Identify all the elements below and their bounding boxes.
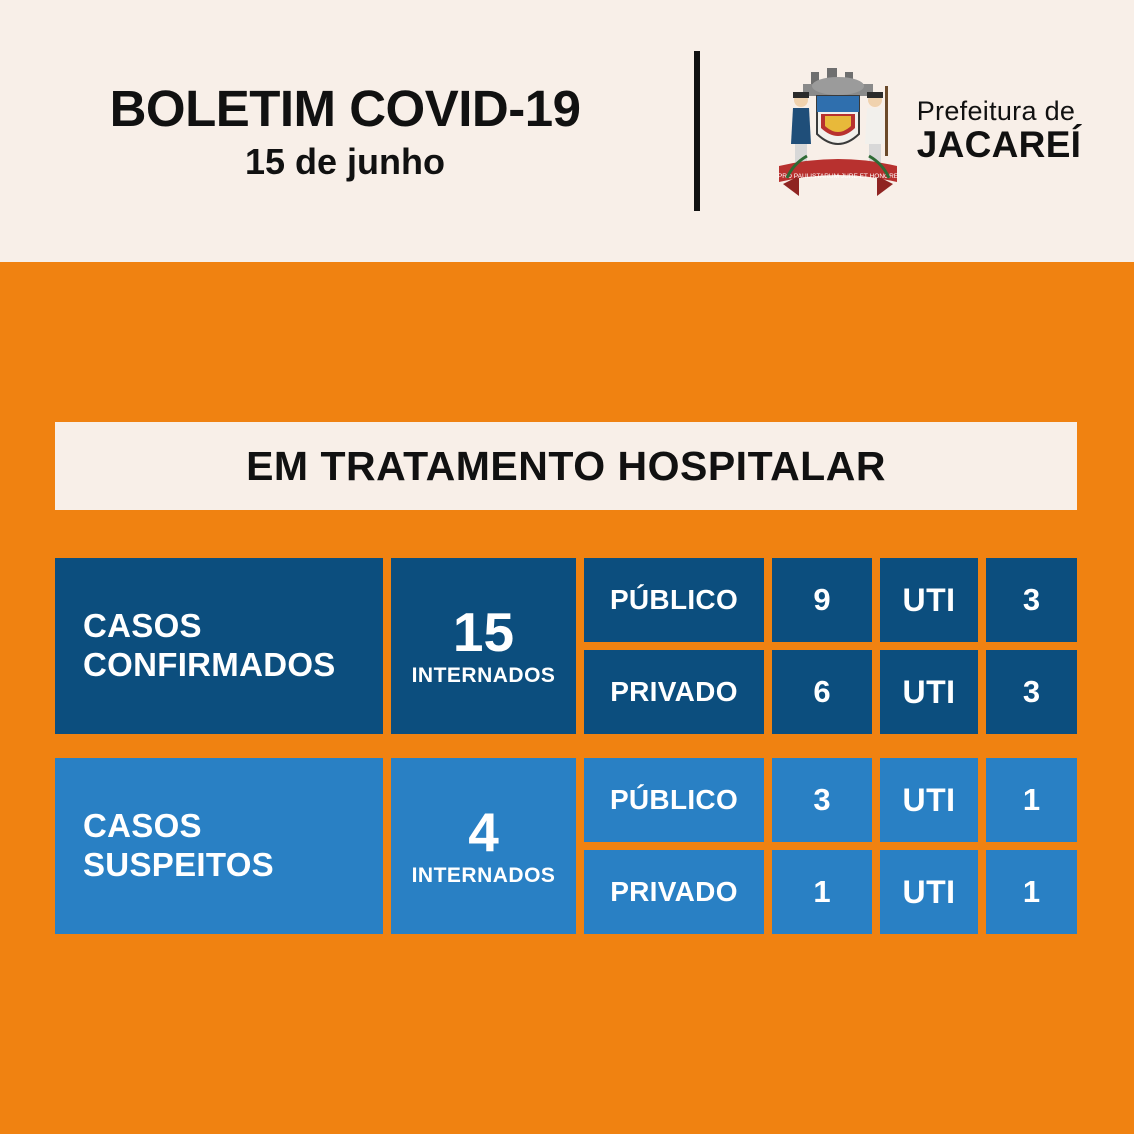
confirmed-public-count: 9 xyxy=(772,558,872,642)
suspect-total-caption: INTERNADOS xyxy=(411,863,556,887)
suspect-label xyxy=(83,807,274,885)
table-row xyxy=(584,558,1077,642)
suspect-private-setor: PRIVADO xyxy=(584,850,764,934)
svg-text:PRO PAULISTARUM JURE ET HONORE: PRO PAULISTARUM JURE ET HONORE xyxy=(777,173,898,180)
suspect-label-line1: CASOS xyxy=(83,807,202,845)
confirmed-rows xyxy=(584,558,1077,734)
suspect-public-uti-label: UTI xyxy=(880,758,978,842)
section-title: EM TRATAMENTO HOSPITALAR xyxy=(246,442,886,489)
prefeitura-label: Prefeitura de xyxy=(916,96,1076,127)
header xyxy=(0,0,1134,262)
section-banner xyxy=(55,422,1077,510)
confirmed-public-uti-count: 3 xyxy=(986,558,1077,642)
suspect-cases-block xyxy=(55,758,1077,934)
table-row xyxy=(584,650,1077,734)
suspect-label-line2: SUSPEITOS xyxy=(83,846,274,883)
suspect-public-count: 3 xyxy=(772,758,872,842)
logo-group xyxy=(700,56,1134,206)
confirmed-label xyxy=(83,607,336,685)
confirmed-total-cell xyxy=(391,558,576,734)
suspect-private-count: 1 xyxy=(772,850,872,934)
confirmed-private-uti-label: UTI xyxy=(880,650,978,734)
suspect-total-cell xyxy=(391,758,576,934)
confirmed-label-cell xyxy=(55,558,383,734)
confirmed-private-uti-count: 3 xyxy=(986,650,1077,734)
prefeitura-wordmark xyxy=(917,97,1082,164)
page-title: BOLETIM COVID-19 xyxy=(109,79,581,137)
confirmed-cases-block xyxy=(55,558,1077,734)
suspect-label-cell xyxy=(55,758,383,934)
confirmed-label-line1: CASOS xyxy=(83,607,202,645)
confirmed-private-setor: PRIVADO xyxy=(584,650,764,734)
header-title-group xyxy=(0,78,690,185)
confirmed-public-uti-label: UTI xyxy=(880,558,978,642)
suspect-rows xyxy=(584,758,1077,934)
confirmed-total-number: 15 xyxy=(452,600,515,663)
suspect-private-uti-label: UTI xyxy=(880,850,978,934)
confirmed-total-caption: INTERNADOS xyxy=(411,663,556,687)
suspect-private-uti-count: 1 xyxy=(986,850,1077,934)
coat-of-arms-icon xyxy=(773,56,903,206)
suspect-public-uti-count: 1 xyxy=(986,758,1077,842)
suspect-public-setor: PÚBLICO xyxy=(584,758,764,842)
table-row xyxy=(584,758,1077,842)
table-row xyxy=(584,850,1077,934)
suspect-total-number: 4 xyxy=(468,800,499,863)
confirmed-label-line2: CONFIRMADOS xyxy=(83,646,336,683)
confirmed-public-setor: PÚBLICO xyxy=(584,558,764,642)
city-name: JACAREÍ xyxy=(916,123,1082,165)
page-date: 15 de junho xyxy=(244,141,446,183)
confirmed-private-count: 6 xyxy=(772,650,872,734)
